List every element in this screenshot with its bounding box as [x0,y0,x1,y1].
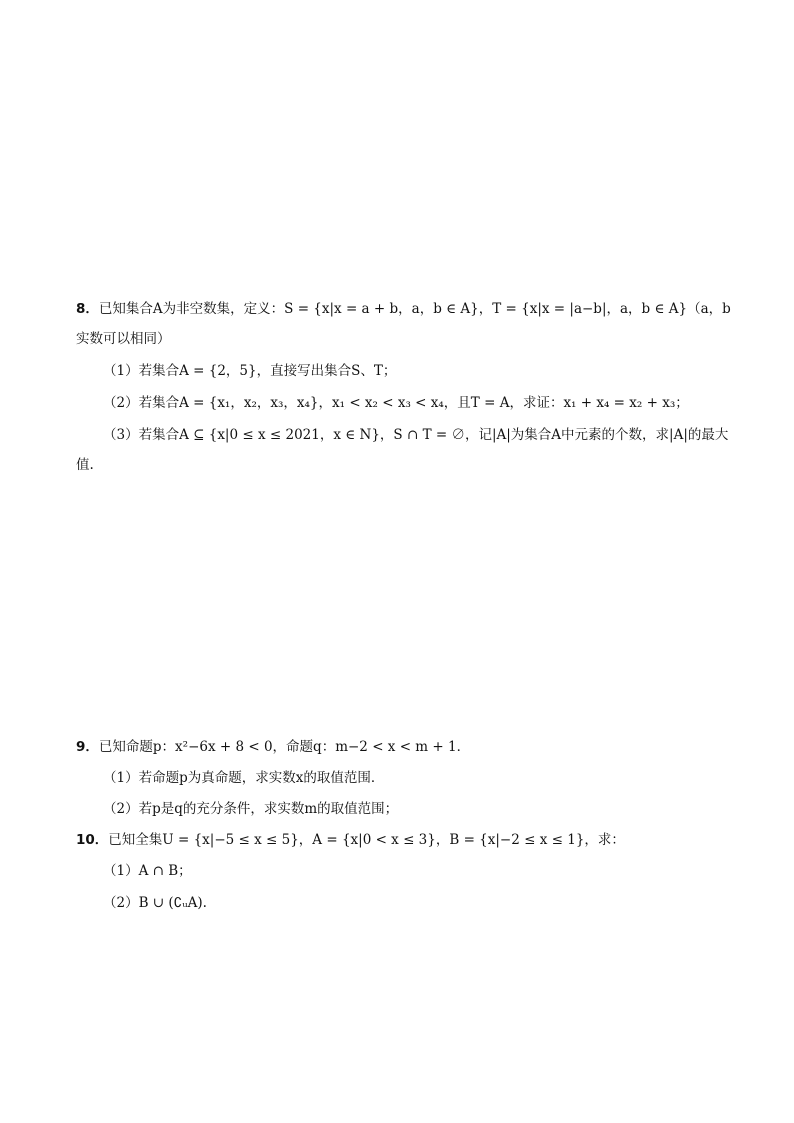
question-9-number: 9． [76,739,99,755]
question-10-number: 10． [76,832,109,848]
question-8-stem-line-1 [76,300,731,318]
question-8-part-3-line-2: 值. [76,457,94,473]
question-10-stem-text: 已知全集U = {x|−5 ≤ x ≤ 5}，A = {x|0 < x ≤ 3}，B = {x|−2 ≤ x ≤ 1}，求： [108,832,625,848]
question-10-part-2: （2）B ∪ (∁ᵤA). [103,895,207,911]
question-8-number: 8． [76,301,99,317]
question-10-part-1: （1）A ∩ B； [103,863,192,879]
question-8-part-2: （2）若集合A = {x₁，x₂，x₃，x₄}，x₁ < x₂ < x₃ < x₄，且T = A，求证：x₁ + x₄ = x₂ + x₃； [103,395,689,411]
question-9-part-2: （2）若p是q的充分条件，求实数m的取值范围； [103,801,399,817]
question-9-stem [76,738,470,756]
question-10-stem [76,831,625,849]
question-8-stem-line-2: 实数可以相同） [76,331,171,347]
question-9-part-1: （1）若命题p为真命题，求实数x的取值范围． [103,770,385,786]
question-9-stem-text: 已知命题p：x²−6x + 8 < 0，命题q：m−2 < x < m + 1． [98,739,471,755]
question-8-part-1: （1）若集合A = {2，5}，直接写出集合S、T； [103,363,397,379]
question-8-part-3-line-1: （3）若集合A ⊆ {x|0 ≤ x ≤ 2021，x ∈ N}，S ∩ T = ∅，记|A|为集合A中元素的个数，求|A|的最大 [103,427,729,443]
question-8-stem-text: 已知集合A为非空数集，定义：S = {x|x = a + b，a，b ∈ A}，T = {x|x = |a−b|，a，b ∈ A}（a，b [98,301,731,317]
